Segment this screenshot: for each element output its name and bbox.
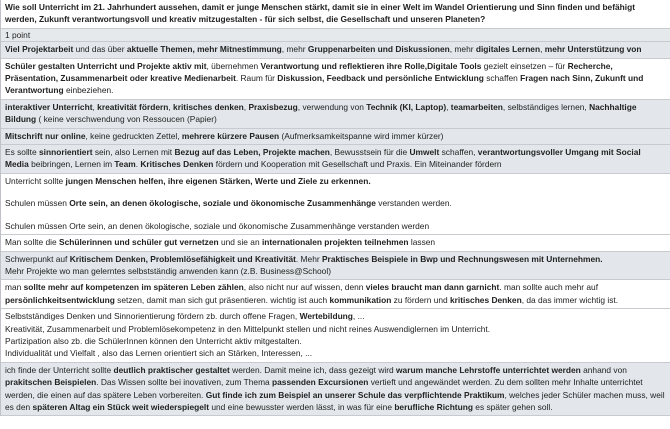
bold-text: sollte mehr auf kompetenzen im späteren Leben zählen: [23, 282, 244, 293]
response-paragraph: [5, 175, 666, 187]
response-text: Es sollte: [5, 147, 39, 158]
response-text: es später gehen soll.: [472, 401, 553, 412]
response-text: (Aufmerksamkeitspanne wird immer kürzer): [279, 130, 444, 141]
response-text: . man sollte auch mehr auf: [499, 282, 599, 293]
response-text: Unterricht sollte: [5, 175, 66, 186]
response-text: gezielt einsetzen – für: [481, 60, 568, 71]
bold-text: Wertebildung: [299, 311, 353, 322]
response-text: werden. Damit meine ich, dass gezeigt wird: [229, 364, 397, 375]
bold-text: passenden Excursionen: [272, 377, 369, 388]
response-list: [1, 42, 670, 416]
response-paragraph: [5, 323, 666, 335]
points-label: 1 point: [1, 28, 670, 42]
response-paragraph: [5, 146, 666, 171]
bold-text: internationalen projekten teilnehmen: [261, 237, 409, 248]
response-text: schaffen,: [439, 147, 478, 158]
bold-text: Umwelt: [409, 147, 440, 158]
response-text: Schulen müssen Orte sein, an denen ökologische, soziale und ökonomische Zusammenhänge verstanden werden: [5, 220, 430, 231]
response-text: Man sollte die: [5, 237, 59, 248]
bold-text: deutlich praktischer gestaltet: [113, 364, 230, 375]
bold-text: verantwortungsvoller Umgang mit Social Media: [5, 147, 641, 170]
response-paragraph: [5, 130, 666, 142]
response-row: [1, 145, 670, 174]
response-text: man: [5, 282, 24, 293]
bold-text: Team: [114, 159, 136, 170]
bold-text: kommunikation: [329, 294, 392, 305]
response-text: Individualität und Vielfalt , also das Lernen orientiert sich an Stärken, Interessen, ...: [5, 348, 313, 359]
response-row: [1, 42, 670, 58]
response-row: [1, 363, 670, 417]
response-paragraph: [5, 335, 666, 347]
response-paragraph: [5, 197, 666, 209]
response-text: ,: [92, 101, 98, 112]
response-paragraph: [5, 253, 666, 265]
response-text: vertieft und angewändet werden. Zu dem sollten mehr Inhalte unterrichtet werden, die einen auf das spätere Leben vorbereiten.: [5, 377, 643, 400]
response-text: ich finde der Unterricht sollte: [5, 364, 114, 375]
bold-text: berufliche Richtung: [394, 401, 473, 412]
response-text: , also nicht nur auf wissen, denn: [243, 282, 366, 293]
bold-text: Technik (KI, Laptop): [366, 101, 447, 112]
response-paragraph: [5, 236, 666, 248]
response-text: sein, also Lernen mit: [92, 147, 175, 158]
response-text: und das über: [73, 44, 127, 55]
response-text: einbeziehen.: [63, 85, 114, 96]
response-text: , keine gedruckten Zettel,: [85, 130, 182, 141]
response-text: Kreativität, Zusammenarbeit und Problemlösekompetenz in den Mittelpunkt stellen und nicht reines Auswendiglernen im Unterricht.: [5, 323, 491, 334]
response-paragraph: [5, 60, 666, 97]
response-paragraph: [5, 265, 666, 277]
response-text: .: [135, 159, 141, 170]
bold-text: Schülerinnen und schüler gut vernetzen: [59, 237, 219, 248]
response-paragraph: [5, 364, 666, 414]
bold-text: kritisches denken: [173, 101, 244, 112]
response-text: , mehr: [449, 44, 476, 55]
bold-text: digitales Lernen: [475, 44, 541, 55]
response-text: ,: [446, 101, 451, 112]
response-paragraph: [5, 43, 666, 55]
response-text: Schulen müssen: [5, 198, 70, 209]
response-row: [1, 235, 670, 251]
response-text: ,: [540, 44, 545, 55]
bold-text: mehrere kürzere Pausen: [181, 130, 280, 141]
paragraph-gap: [5, 187, 666, 197]
response-paragraph: [5, 310, 666, 322]
bold-text: kritisches Denken: [450, 294, 522, 305]
response-text: ( keine verschwendung von Ressoucen (Papier): [36, 114, 217, 125]
response-row: [1, 174, 670, 235]
bold-text: Schüler gestalten Unterricht und Projekte aktiv mit: [5, 60, 207, 71]
response-paragraph: [5, 281, 666, 306]
bold-text: Verantwortung und reflektieren ihre Rolle,Digitale Tools: [260, 60, 482, 71]
response-text: verstanden werden.: [375, 198, 452, 209]
response-text: und eine bewusster werden lässt, in was für eine: [209, 401, 395, 412]
bold-text: Nachhaltige Bildung: [5, 101, 637, 125]
response-text: schaffen: [483, 73, 521, 84]
bold-text: Praktisches Beispiele in Bwp und Rechnungswesen mit Unternehmen.: [321, 253, 603, 264]
response-paragraph: [5, 220, 666, 232]
response-text: und sie an: [218, 237, 262, 248]
response-text: , Bewusstsein für die: [329, 147, 410, 158]
bold-text: Bezug auf das Leben, Projekte machen: [174, 147, 330, 158]
response-text: ,: [243, 101, 249, 112]
response-row: [1, 129, 670, 145]
response-text: Partizipation also zb. die SchülerInnen können den Unterricht aktiv mitgestalten.: [5, 335, 302, 346]
response-row: [1, 100, 670, 129]
response-text: , verwendung von: [297, 101, 367, 112]
response-text: Schwerpunkt auf: [5, 253, 70, 264]
bold-text: Kritischem Denken, Problemlösefähigkeit und Kreativität: [69, 253, 296, 264]
bold-text: späteren Altag ein Stück weit wiederspiegelt: [32, 401, 210, 412]
question-header: [1, 0, 670, 28]
bold-text: persönlichkeitsentwicklung: [5, 294, 115, 305]
bold-text: kreativität fördern: [97, 101, 169, 112]
response-text: , welches jeder Schüler machen muss, weil es den: [5, 389, 665, 412]
response-row: [1, 252, 670, 281]
bold-text: Fragen nach Sinn, Zukunft und Verantwortung: [5, 73, 644, 96]
bold-text: Praxisbezug: [248, 101, 298, 112]
bold-text: vieles braucht man dann garnicht: [365, 282, 500, 293]
response-row: [1, 309, 670, 363]
bold-text: interaktiver Unterricht: [5, 101, 93, 112]
bold-text: Gut finde ich zum Beispiel an unserer Schule das verpflichtende Praktikum: [205, 389, 505, 400]
response-text: Mehr Projekte wo man gelerntes selbstständig anwenden kann (z.B. Business@School): [5, 265, 331, 276]
question-title: Wie soll Unterricht im 21. Jahrhundert aussehen, damit er junge Menschen stärkt, damit sie in einer Welt im Wandel Orientierung und Sinn finden und befähigt werden, Zukunft verantwortungsvoll und kreativ mitzugestalten - für sich selbst, die Gesellschaft und unseren Planeten?: [5, 2, 636, 25]
paragraph-gap: [5, 210, 666, 220]
bold-text: teamarbeiten: [450, 101, 503, 112]
bold-text: Mitschrift nur online: [5, 130, 86, 141]
response-paragraph: [5, 347, 666, 359]
response-text: , selbständiges lernen,: [502, 101, 590, 112]
bold-text: mehr Unterstützung von: [544, 44, 642, 55]
bold-text: Gruppenarbeiten und Diskussionen: [307, 44, 450, 55]
response-text: , ...: [352, 311, 365, 322]
bold-text: Viel Projektarbeit: [5, 44, 74, 55]
bold-text: jungen Menschen helfen, ihre eigenen Stärken, Werte und Ziele zu erkennen.: [65, 175, 371, 186]
bold-text: Diskussion, Feedback und persönliche Entwicklung: [277, 73, 484, 84]
bold-text: sinnorientiert: [38, 147, 93, 158]
response-text: setzen, damit man sich gut präsentieren. wichtig ist auch: [114, 294, 330, 305]
response-paragraph: [5, 101, 666, 126]
response-text: , übernehmen: [206, 60, 261, 71]
response-text: , mehr: [281, 44, 308, 55]
response-text: . Raum für: [235, 73, 278, 84]
response-text: anhand von: [580, 364, 627, 375]
response-text: zu fördern und: [391, 294, 451, 305]
response-text: , da das immer wichtig ist.: [521, 294, 619, 305]
bold-text: warum manche Lehrstoffe unterrichtet werden: [396, 364, 581, 375]
response-text: beibringen, Lernen im: [28, 159, 115, 170]
bold-text: Kritisches Denken: [140, 159, 214, 170]
response-text: Selbstständiges Denken und Sinnorientierung fördern zb. durch offene Fragen,: [5, 311, 300, 322]
bold-text: Recherche, Präsentation, Zusammenarbeit oder kreative Medienarbeit: [5, 60, 613, 84]
bold-text: Orte sein, an denen ökologische, soziale und ökonomische Zusammenhänge: [69, 198, 376, 209]
response-text: . Mehr: [295, 253, 322, 264]
response-text: ,: [168, 101, 174, 112]
response-text: . Das Wissen sollte bei inovativen, zum Thema: [96, 377, 273, 388]
bold-text: prakitschen Beispielen: [5, 377, 97, 388]
bold-text: aktuelle Themen, mehr Mitnestimmung: [126, 44, 282, 55]
response-row: [1, 280, 670, 309]
response-row: [1, 59, 670, 100]
response-text: lassen: [408, 237, 436, 248]
response-text: fördern und Kooperation mit Gesellschaft und Praxis. Ein Miteinander fördern: [213, 159, 502, 170]
